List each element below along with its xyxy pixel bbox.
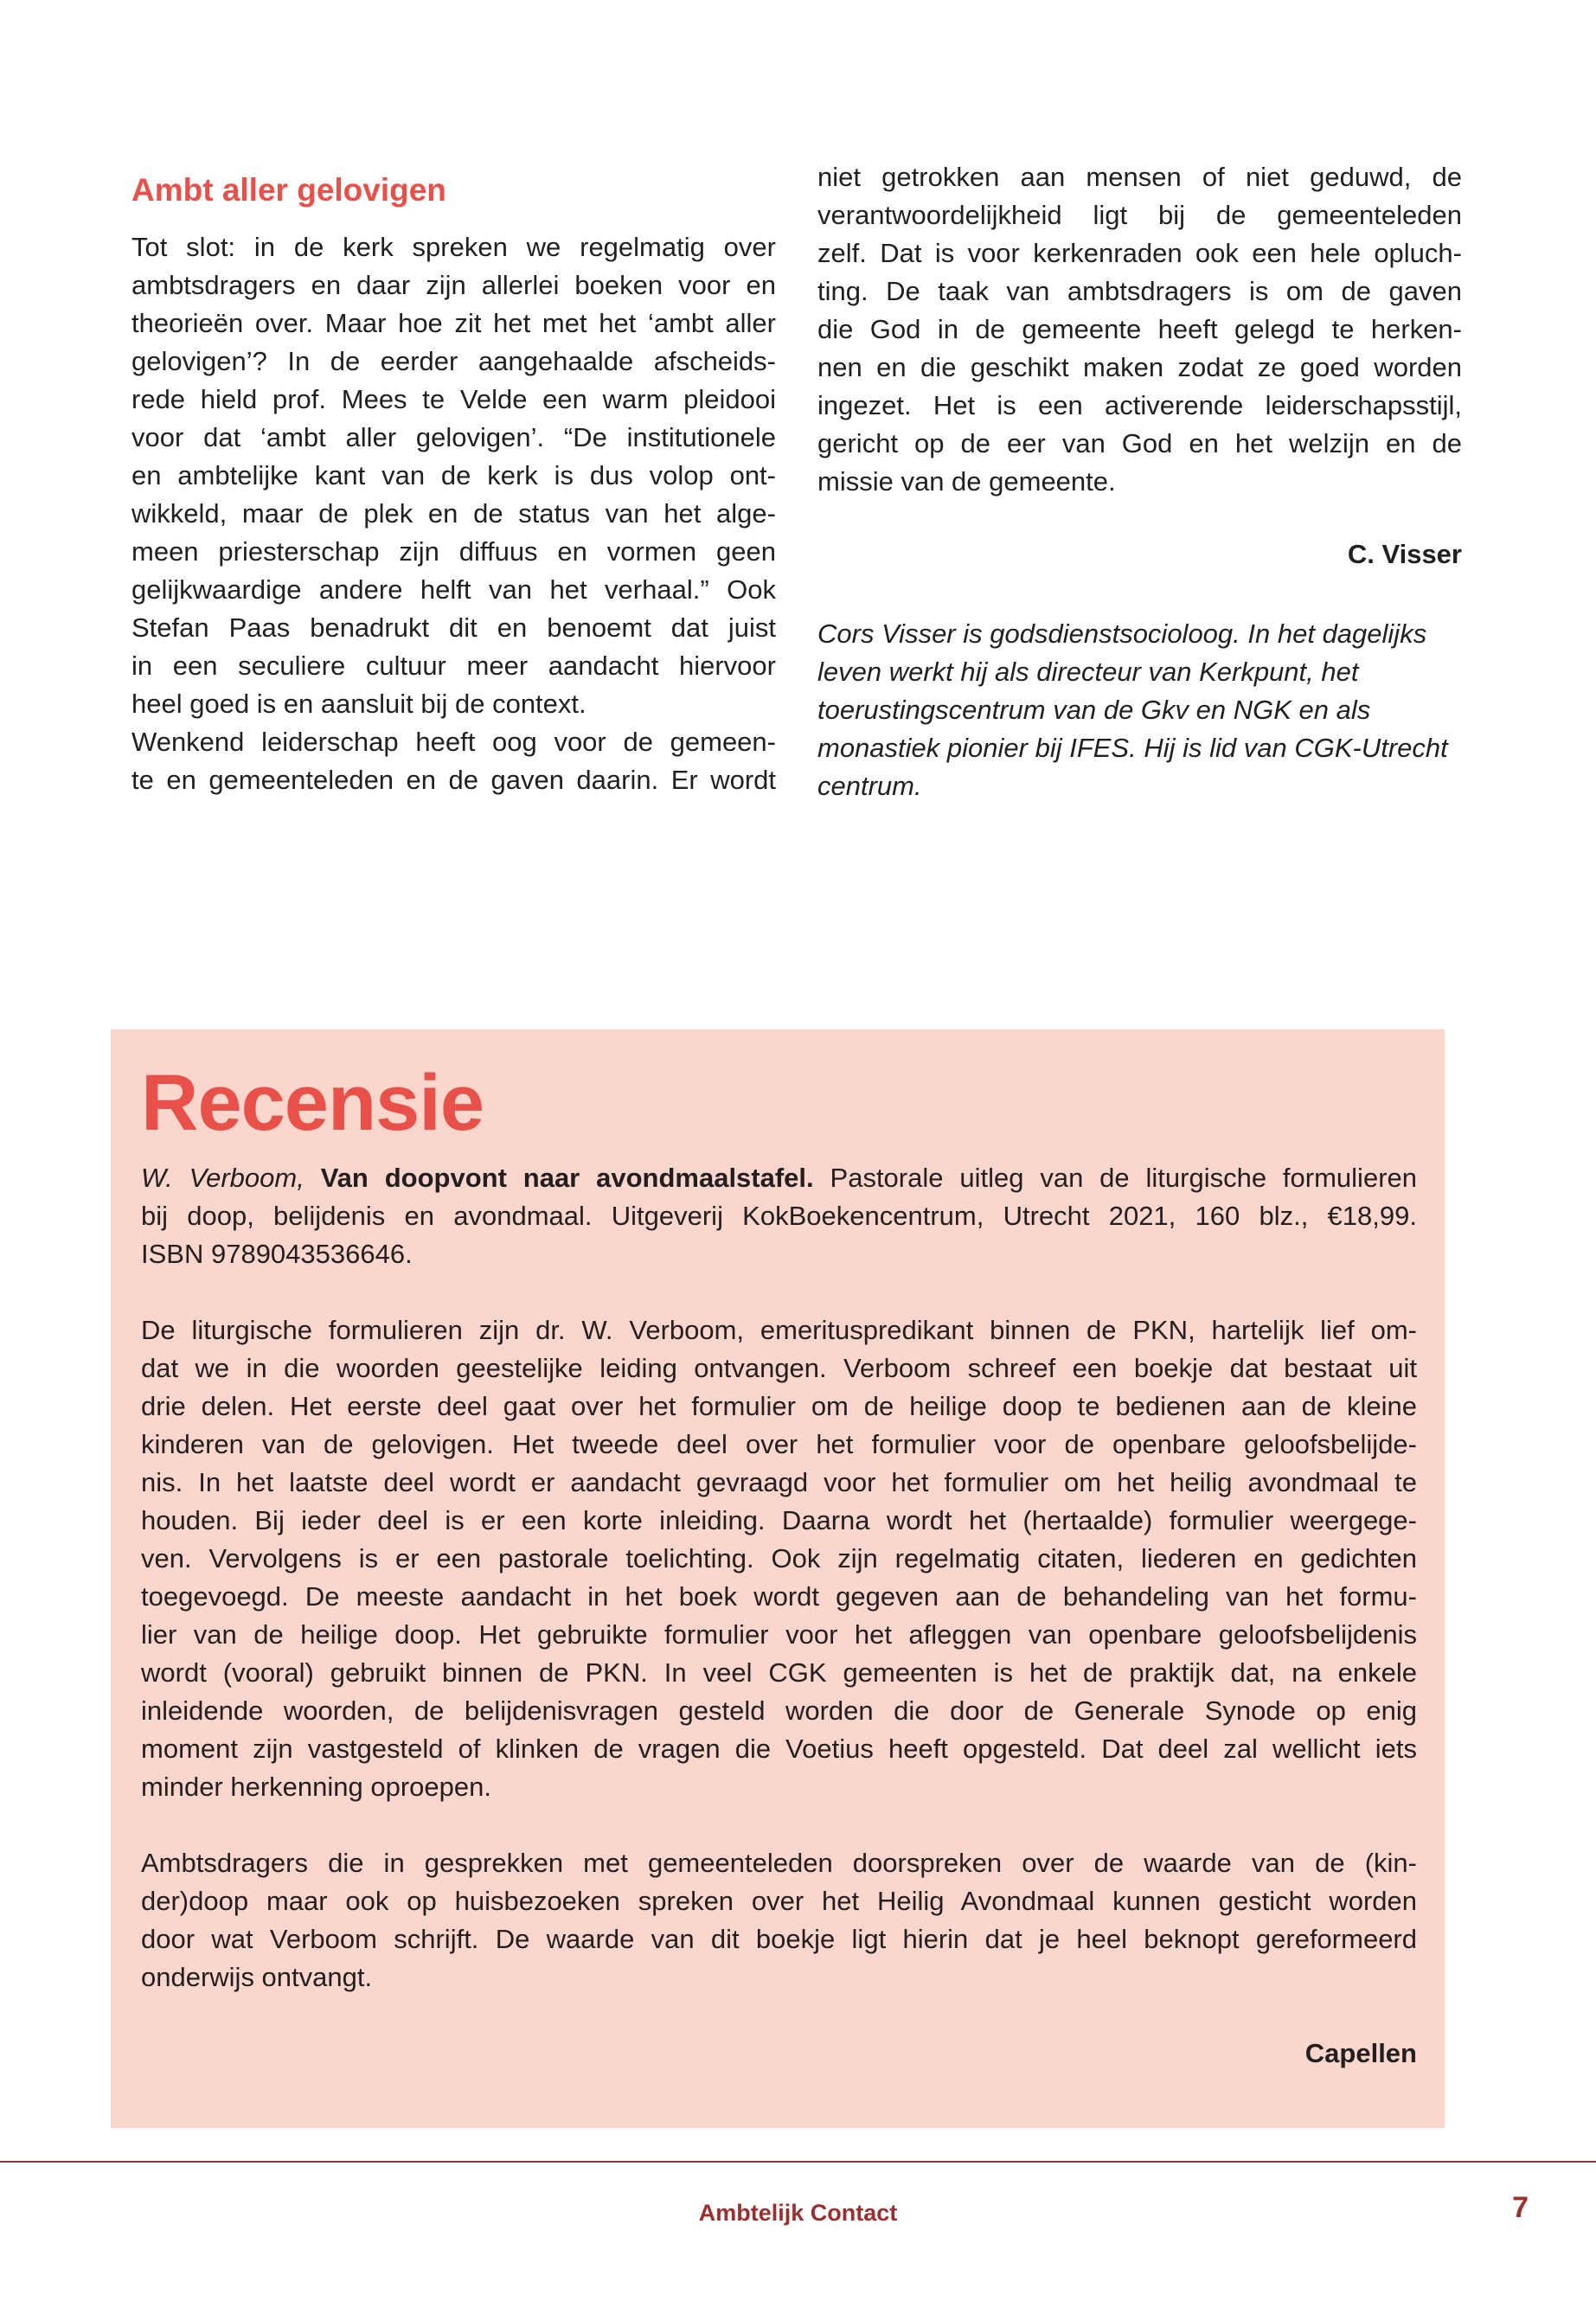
text-line: Wenkend leiderschap heeft oog voor de gemeen-: [131, 727, 776, 757]
book-subtitle: Pastorale uitleg van de liturgische formulieren: [830, 1163, 1417, 1193]
text-line: kinderen van de gelovigen. Het tweede deel over het formulier voor de openbare geloofsbelijde-: [141, 1429, 1417, 1459]
text-line: ISBN 9789043536646.: [141, 1239, 413, 1269]
text-line: gericht op de eer van God en het welzijn en de: [817, 428, 1462, 458]
publication-title: Ambtelijk Contact: [698, 2200, 898, 2226]
text-line: minder herkenning oproepen.: [141, 1772, 491, 1802]
article-paragraph-left: [131, 228, 776, 799]
text-line: Ambtsdragers die in gesprekken met gemeenteleden doorspreken over de waarde van de (kin-: [141, 1848, 1417, 1878]
book-title: Van doopvont naar avondmaalstafel.: [320, 1163, 814, 1193]
section-heading: Ambt aller gelovigen: [131, 172, 446, 208]
text-line: inleidende woorden, de belijdenisvragen gesteld worden die door de Generale Synode op enig: [141, 1695, 1417, 1726]
article-paragraph-right: [817, 158, 1462, 501]
text-line: der)doop maar ook op huisbezoeken spreken over het Heilig Avondmaal kunnen gesticht worden: [141, 1886, 1417, 1916]
text-line: centrum.: [817, 771, 922, 801]
text-line: bij doop, belijdenis en avondmaal. Uitgeverij KokBoekencentrum, Utrecht 2021, 160 blz., €18,99.: [141, 1201, 1417, 1231]
text-line: moment zijn vastgesteld of klinken de vragen die Voetius heeft opgesteld. Dat deel zal wellicht iets: [141, 1734, 1417, 1764]
text-line: lier van de heilige doop. Het gebruikte formulier voor het afleggen van openbare geloofsbelijdenis: [141, 1619, 1417, 1650]
book-reference: [141, 1159, 1417, 1273]
review-title: Recensie: [141, 1059, 484, 1147]
text-line: en ambtelijke kant van de kerk is dus volop ont-: [131, 460, 776, 490]
text-line: ting. De taak van ambtsdragers is om de gaven: [817, 276, 1462, 306]
text-line: wordt (vooral) gebruikt binnen de PKN. In veel CGK gemeenten is het de praktijk dat, na enkele: [141, 1657, 1417, 1688]
review-author: Capellen: [1304, 2038, 1417, 2068]
text-line: theorieën over. Maar hoe zit het met het ‘ambt aller: [131, 308, 776, 338]
text-line: dat we in die woorden geestelijke leiding ontvangen. Verboom schreef een boekje dat bestaat uit: [141, 1353, 1417, 1383]
text-line: verantwoordelijkheid ligt bij de gemeenteleden: [817, 200, 1462, 230]
text-line: ingezet. Het is een activerende leiderschapsstijl,: [817, 390, 1462, 420]
text-line: die God in de gemeente heeft gelegd te herken-: [817, 314, 1462, 344]
text-line: missie van de gemeente.: [817, 466, 1116, 497]
text-line: Tot slot: in de kerk spreken we regelmatig over: [131, 232, 776, 262]
text-line: niet getrokken aan mensen of niet geduwd, de: [817, 162, 1462, 192]
text-line: toegevoegd. De meeste aandacht in het boek wordt gegeven aan de behandeling van het formu-: [141, 1581, 1417, 1612]
text-line: voor dat ‘ambt aller gelovigen’. “De institutionele: [131, 422, 776, 452]
text-line: monastiek pionier bij IFES. Hij is lid van CGK-Utrecht: [817, 733, 1448, 763]
text-line: onderwijs ontvangt.: [141, 1962, 373, 1992]
text-line: nen en die geschikt maken zodat ze goed worden: [817, 352, 1462, 382]
text-line: toerustingscentrum van de Gkv en NGK en als: [817, 695, 1371, 725]
author-bio: [817, 615, 1462, 805]
article-right-column: [817, 158, 1462, 805]
text-line: wikkeld, maar de plek en de status van het alge-: [131, 498, 776, 529]
text-line: gelijkwaardige andere helft van het verhaal.” Ook: [131, 574, 776, 605]
text-line: meen priesterschap zijn diffuus en vormen geen: [131, 536, 776, 567]
text-line: ambtsdragers en daar zijn allerlei boeken voor en: [131, 270, 776, 300]
page-number: 7: [1512, 2191, 1529, 2224]
text-line: houden. Bij ieder deel is er een korte inleiding. Daarna wordt het (hertaalde) formulier weergege-: [141, 1505, 1417, 1535]
text-line: ven. Vervolgens is er een pastorale toelichting. Ook zijn regelmatig citaten, liederen en gedichten: [141, 1543, 1417, 1574]
article-left-column: [131, 158, 776, 799]
text-line: De liturgische formulieren zijn dr. W. Verboom, emerituspredikant binnen de PKN, hartelijk lief om-: [141, 1315, 1417, 1345]
text-line: Stefan Paas benadrukt dit en benoemt dat juist: [131, 612, 776, 643]
text-line: drie delen. Het eerste deel gaat over het formulier om de heilige doop te bedienen aan de kleine: [141, 1391, 1417, 1421]
review-paragraph-1: [141, 1311, 1417, 1806]
text-line: Cors Visser is godsdienstsocioloog. In het dagelijks: [817, 619, 1427, 649]
text-line: rede hield prof. Mees te Velde een warm pleidooi: [131, 384, 776, 414]
text-line: te en gemeenteleden en de gaven daarin. Er wordt: [131, 765, 776, 795]
text-line: leven werkt hij als directeur van Kerkpunt, het: [817, 657, 1359, 687]
review-content: [141, 1055, 1417, 2073]
book-author: W. Verboom,: [141, 1163, 304, 1193]
text-line: [141, 1159, 1417, 1197]
review-paragraph-2: [141, 1844, 1417, 1997]
review-box: [111, 1029, 1445, 2128]
text-line: door wat Verboom schrijft. De waarde van dit boekje ligt hierin dat je heel beknopt gereformeerd: [141, 1924, 1417, 1954]
text-line: nis. In het laatste deel wordt er aandacht gevraagd voor het formulier om het heilig avondmaal te: [141, 1467, 1417, 1497]
footer-divider: [0, 2161, 1596, 2163]
text-line: heel goed is en aansluit bij de context.: [131, 689, 586, 719]
text-line: gelovigen’? In de eerder aangehaalde afscheids-: [131, 346, 776, 376]
article-author: C. Visser: [1347, 539, 1462, 569]
text-line: zelf. Dat is voor kerkenraden ook een hele opluch-: [817, 238, 1462, 268]
text-line: in een seculiere cultuur meer aandacht hiervoor: [131, 651, 776, 681]
